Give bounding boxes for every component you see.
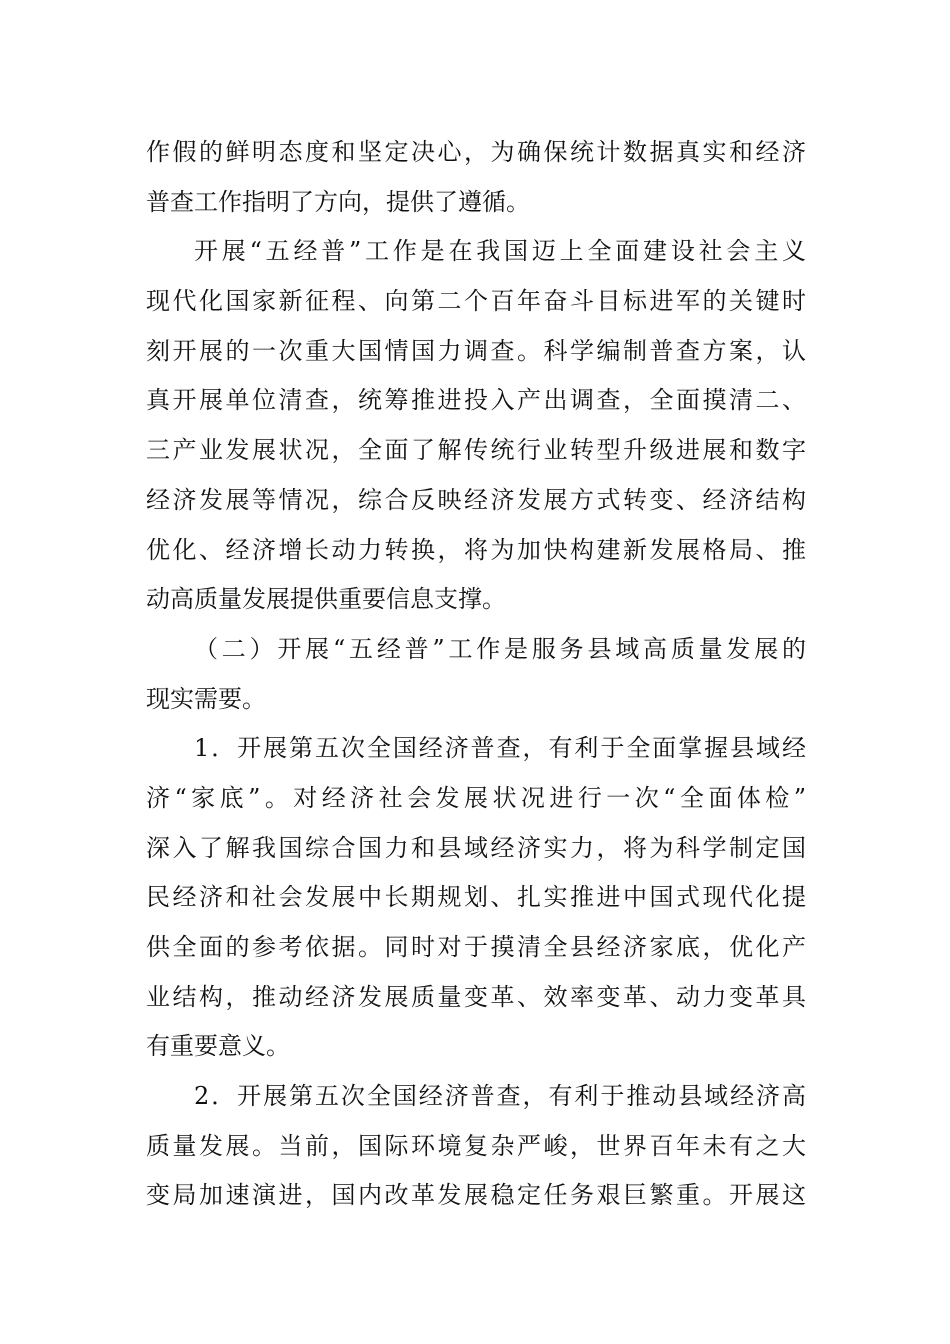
text-line: （二）开展“五经普”工作是服务县域高质量发展的 — [194, 634, 806, 663]
paragraph — [146, 128, 806, 227]
text-line: 供全面的参考依据。同时对于摸清全县经济家底，优化产 — [146, 933, 806, 961]
text-line: 有重要意义。 — [146, 1032, 290, 1061]
text-line: 业结构，推动经济发展质量变革、效率变革、动力变革具 — [146, 982, 806, 1011]
paragraph — [146, 227, 806, 625]
text-line: 动高质量发展提供重要信息支撑。 — [146, 585, 506, 614]
paragraph — [146, 724, 806, 1072]
text-line: 刻开展的一次重大国情国力调查。科学编制普查方案，认 — [146, 336, 806, 365]
document-body — [146, 128, 806, 1221]
text-line: 深入了解我国综合国力和县域经济实力，将为科学制定国 — [146, 833, 806, 862]
text-line: 真开展单位清查，统筹推进投入产出调查，全面摸清二、 — [146, 386, 806, 415]
text-line: 开展“五经普”工作是在我国迈上全面建设社会主义 — [194, 237, 806, 266]
text-line: 经济发展等情况，综合反映经济发展方式转变、经济结构 — [146, 485, 806, 514]
text-line: 三产业发展状况，全面了解传统行业转型升级进展和数字 — [146, 436, 806, 465]
text-line: 1．开展第五次全国经济普查，有利于全面掌握县域经 — [194, 734, 806, 763]
text-line: 现实需要。 — [146, 684, 266, 713]
text-line: 优化、经济增长动力转换，将为加快构建新发展格局、推 — [146, 535, 806, 564]
text-line: 2．开展第五次全国经济普查，有利于推动县域经济高 — [194, 1082, 806, 1111]
text-line: 变局加速演进，国内改革发展稳定任务艰巨繁重。开展这 — [146, 1181, 806, 1210]
text-line: 现代化国家新征程、向第二个百年奋斗目标进军的关键时 — [146, 287, 806, 316]
paragraph — [146, 625, 806, 724]
text-line: 民经济和社会发展中长期规划、扎实推进中国式现代化提 — [146, 883, 806, 912]
text-line: 普查工作指明了方向，提供了遵循。 — [146, 187, 530, 216]
text-line: 作假的鲜明态度和坚定决心，为确保统计数据真实和经济 — [146, 138, 806, 166]
text-line: 济“家底”。对经济社会发展状况进行一次“全面体检” — [146, 783, 806, 812]
paragraph — [146, 1072, 806, 1221]
text-line: 质量发展。当前，国际环境复杂严峻，世界百年未有之大 — [146, 1131, 806, 1160]
